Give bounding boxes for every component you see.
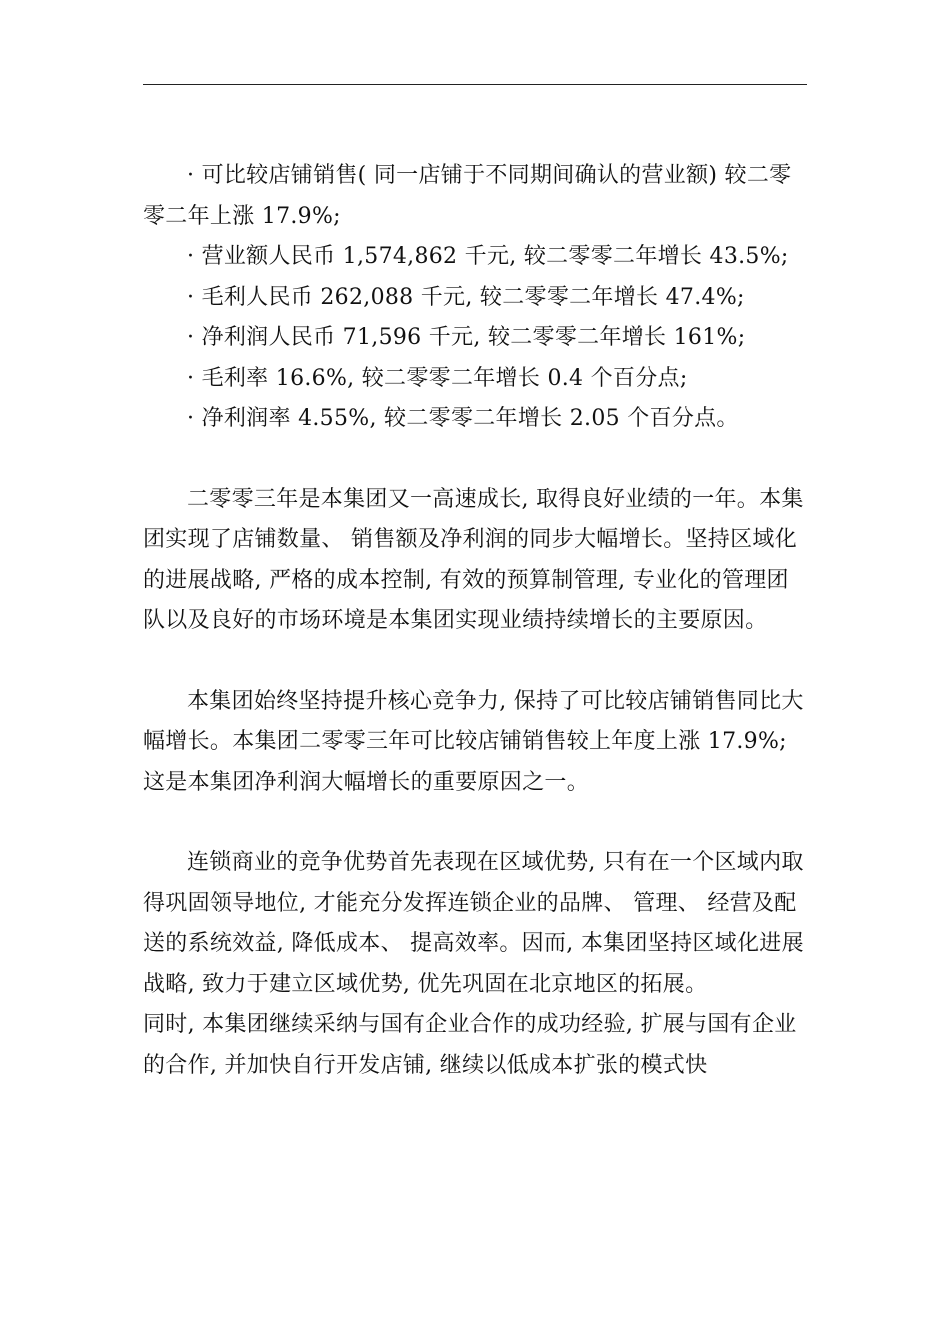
paragraph: 同时, 本集团继续采纳与国有企业合作的成功经验, 扩展与国有企业的合作, 并加快自行开发店铺, 继续以低成本扩张的模式快 — [143, 1012, 797, 1078]
bullet-item: · 可比较店铺销售( 同一店铺于不同期间确认的营业额) 较二零零二年上涨 17.9%; — [143, 163, 792, 229]
spacer — [143, 642, 807, 682]
bullet-item: · 毛利人民币 262,088 千元, 较二零零二年增长 47.4%; — [187, 284, 745, 310]
bullet-list — [143, 156, 807, 440]
bullet-item: · 营业额人民币 1,574,862 千元, 较二零零二年增长 43.5%; — [187, 244, 789, 269]
bullet-item: · 毛利率 16.6%, 较二零零二年增长 0.4 个百分点; — [187, 365, 688, 391]
bullet-item: · 净利润人民币 71,596 千元, 较二零零二年增长 161%; — [187, 325, 746, 350]
spacer — [143, 440, 807, 480]
paragraph: 连锁商业的竞争优势首先表现在区域优势, 只有在一个区域内取得巩固领导地位, 才能充分发挥连锁企业的品牌、 管理、 经营及配送的系统效益, 降低成本、 提高效率。因而, 本集团坚持区域化进展战略, 致力于建立区域优势, 优先巩固在北京地区的拓展。 — [143, 850, 804, 997]
bullet-item: · 净利润率 4.55%, 较二零零二年增长 2.05 个百分点。 — [187, 406, 739, 431]
paragraph: 二零零三年是本集团又一高速成长, 取得良好业绩的一年。本集团实现了店铺数量、 销售额及净利润的同步大幅增长。坚持区域化的进展战略, 严格的成本控制, 有效的预算制管理, 专业化的管理团队以及良好的市场环境是本集团实现业绩持续增长的主要原因。 — [143, 486, 804, 633]
spacer — [143, 803, 807, 843]
paragraph: 本集团始终坚持提升核心竞争力, 保持了可比较店铺销售同比大幅增长。本集团二零零三年可比较店铺销售较上年度上涨 17.9%; 这是本集团净利润大幅增长的重要原因之一。 — [143, 688, 804, 795]
header-rule — [143, 84, 807, 85]
document-body — [143, 156, 807, 1086]
